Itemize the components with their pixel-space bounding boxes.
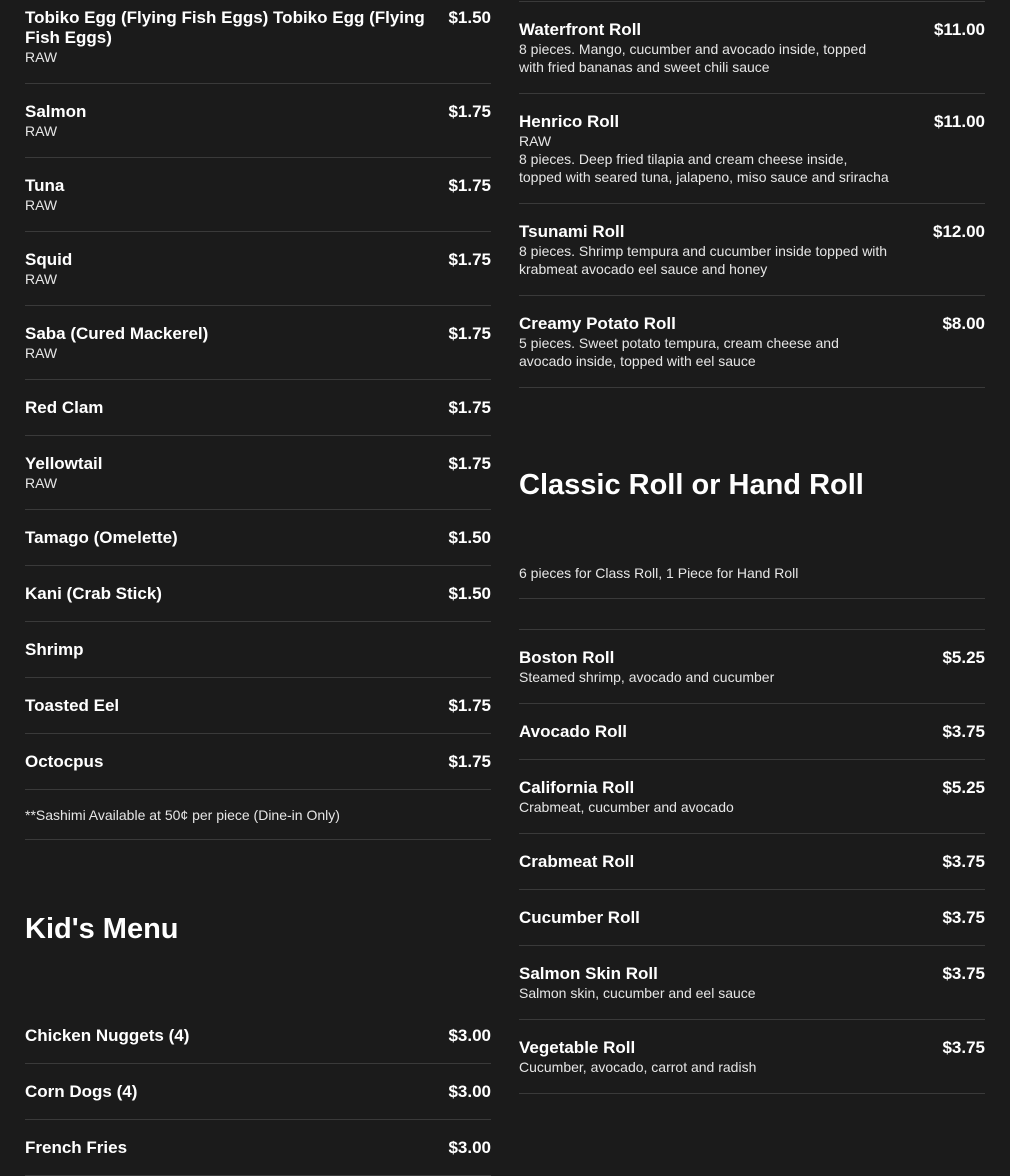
item-price: $1.50	[448, 528, 491, 547]
raw-tag: RAW	[25, 271, 58, 287]
item-name: Salmon Skin Roll	[519, 964, 658, 983]
item-description: 8 pieces. Deep fried tilapia and cream cheese inside, topped with seared tuna, jalapeno, miso sauce and sriracha	[519, 151, 889, 185]
menu-item[interactable]	[25, 510, 491, 566]
kids-menu-title: Kid's Menu	[25, 913, 179, 945]
menu-item[interactable]	[25, 734, 491, 790]
item-price: $3.75	[942, 908, 985, 927]
raw-tag: RAW	[25, 123, 58, 139]
menu-item[interactable]	[25, 232, 491, 306]
item-price: $11.00	[933, 20, 985, 39]
menu-item[interactable]	[519, 946, 985, 1020]
menu-item[interactable]	[25, 0, 491, 84]
item-price: $3.75	[942, 964, 985, 983]
item-price: $11.00	[933, 112, 985, 131]
menu-item[interactable]	[25, 306, 491, 380]
menu-item[interactable]	[519, 296, 985, 388]
menu-item[interactable]	[519, 1020, 985, 1094]
item-name: Tamago (Omelette)	[25, 528, 178, 547]
menu-item[interactable]	[25, 158, 491, 232]
item-name: Kani (Crab Stick)	[25, 584, 162, 603]
item-description: 8 pieces. Shrimp tempura and cucumber inside topped with krabmeat avocado eel sauce and honey	[519, 243, 888, 277]
item-name: Henrico Roll	[519, 112, 620, 131]
menu-item[interactable]	[519, 630, 985, 704]
item-name: Avocado Roll	[519, 722, 627, 741]
menu-item[interactable]	[25, 436, 491, 510]
item-price: $1.75	[448, 324, 491, 343]
menu-item[interactable]	[519, 834, 985, 890]
right-column	[519, 0, 985, 1094]
left-column	[25, 0, 491, 1176]
item-price: $3.00	[448, 1082, 491, 1101]
menu-item[interactable]	[519, 704, 985, 760]
menu-item[interactable]	[25, 622, 491, 678]
menu-item[interactable]	[25, 678, 491, 734]
item-name: California Roll	[519, 778, 635, 797]
item-price: $1.50	[448, 8, 491, 27]
item-name: Waterfront Roll	[519, 20, 642, 39]
raw-tag: RAW	[25, 197, 58, 213]
sashimi-note: **Sashimi Available at 50¢ per piece (Dine-in Only)	[25, 790, 491, 840]
item-name: Chicken Nuggets (4)	[25, 1026, 190, 1045]
menu-item[interactable]	[519, 760, 985, 834]
item-price: $3.00	[448, 1138, 491, 1157]
raw-tag: RAW	[25, 49, 58, 65]
item-price: $1.75	[448, 176, 491, 195]
item-name: Toasted Eel	[25, 696, 120, 715]
raw-tag: RAW	[25, 475, 58, 491]
item-price: $5.25	[942, 778, 985, 797]
menu-item[interactable]	[519, 890, 985, 946]
item-price: $3.75	[942, 852, 985, 871]
classic-roll-subtitle: 6 pieces for Class Roll, 1 Piece for Hand Roll	[519, 564, 985, 599]
item-description: Steamed shrimp, avocado and cucumber	[519, 669, 775, 685]
item-name: Vegetable Roll	[519, 1038, 636, 1057]
item-price: $5.25	[942, 648, 985, 667]
menu-item[interactable]	[519, 204, 985, 296]
item-name: Boston Roll	[519, 648, 615, 667]
item-price: $1.75	[448, 398, 491, 417]
menu-item[interactable]	[519, 94, 985, 204]
menu-item[interactable]	[25, 84, 491, 158]
item-price: $12.00	[933, 222, 985, 241]
menu-item[interactable]	[25, 566, 491, 622]
item-price: $1.75	[448, 752, 491, 771]
item-price: $1.75	[448, 696, 491, 715]
item-price: $3.00	[448, 1026, 491, 1045]
menu-item[interactable]	[25, 1008, 491, 1064]
item-name: Crabmeat Roll	[519, 852, 635, 871]
item-description: 8 pieces. Mango, cucumber and avocado inside, topped with fried bananas and sweet chili sauce	[519, 41, 867, 75]
item-price: $1.75	[448, 454, 491, 473]
item-name: Cucumber Roll	[519, 908, 640, 927]
item-price: $1.75	[448, 102, 491, 121]
item-description: 5 pieces. Sweet potato tempura, cream cheese and avocado inside, topped with eel sauce	[519, 335, 839, 369]
item-name: Saba (Cured Mackerel)	[25, 324, 209, 343]
item-name: Corn Dogs (4)	[25, 1082, 138, 1101]
item-price: $1.50	[448, 584, 491, 603]
item-description: Crabmeat, cucumber and avocado	[519, 799, 734, 815]
classic-roll-title: Classic Roll or Hand Roll	[519, 469, 864, 501]
item-name: Octocpus	[25, 752, 104, 771]
item-description: Cucumber, avocado, carrot and radish	[519, 1059, 757, 1075]
item-name: Red Clam	[25, 398, 104, 417]
item-name: Yellowtail	[25, 454, 103, 473]
item-name: Tuna	[25, 176, 65, 195]
item-name: Salmon	[25, 102, 87, 121]
item-description: Salmon skin, cucumber and eel sauce	[519, 985, 756, 1001]
item-name: Tsunami Roll	[519, 222, 625, 241]
item-name: French Fries	[25, 1138, 128, 1157]
raw-tag: RAW	[25, 345, 58, 361]
item-name: Tobiko Egg (Flying Fish Eggs) Tobiko Egg (Flying Fish Eggs)	[25, 8, 425, 47]
item-price: $3.75	[942, 1038, 985, 1057]
menu-item[interactable]	[25, 1120, 491, 1176]
item-name: Creamy Potato Roll	[519, 314, 676, 333]
menu-item[interactable]	[25, 380, 491, 436]
item-price: $3.75	[942, 722, 985, 741]
item-price: $8.00	[942, 314, 985, 333]
item-name: Squid	[25, 250, 73, 269]
item-price: $1.75	[448, 250, 491, 269]
menu-item[interactable]	[519, 2, 985, 94]
menu-item[interactable]	[25, 1064, 491, 1120]
raw-tag: RAW	[519, 133, 552, 149]
item-name: Shrimp	[25, 640, 84, 659]
